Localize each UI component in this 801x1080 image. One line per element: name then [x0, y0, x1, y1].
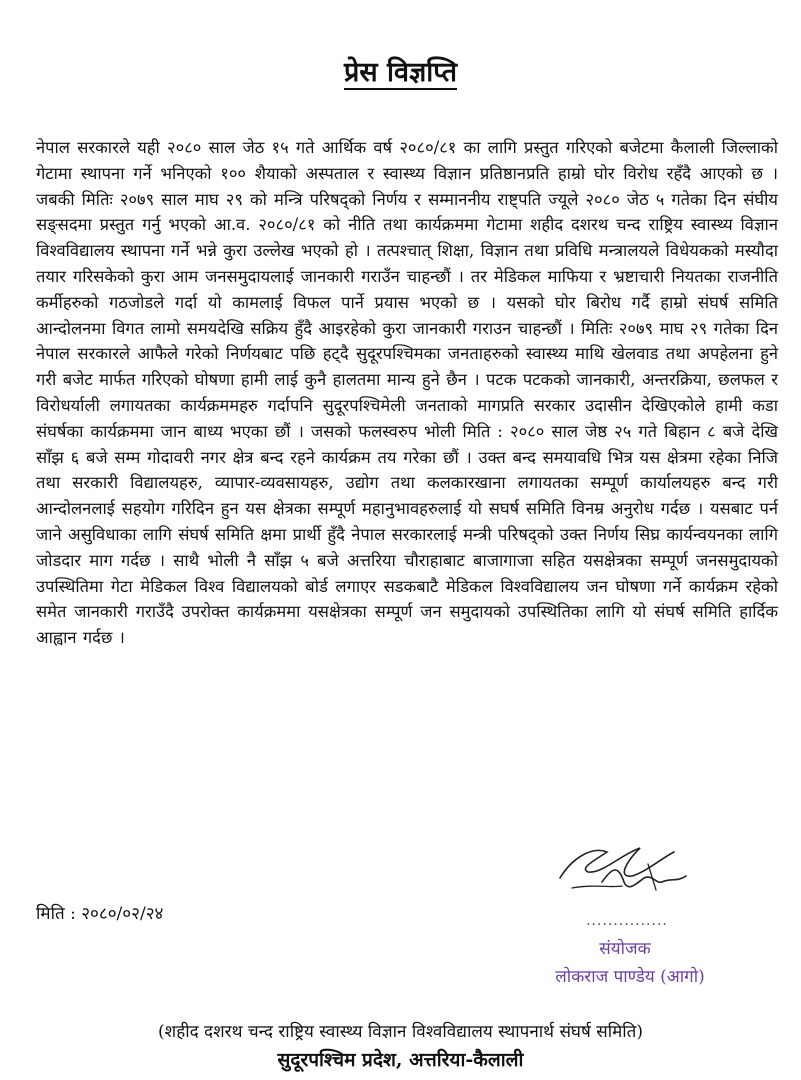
footer-location: सुदूरपश्चिम प्रदेश, अत्तरिया-कैलाली [277, 1049, 524, 1071]
signature-line: ............... [586, 913, 668, 929]
press-release-body [36, 135, 778, 651]
page-title [0, 52, 801, 89]
signer-name: लोकराज पाण्डेय (आगो) [555, 967, 705, 987]
body-paragraph: नेपाल सरकारले यही २०८० साल जेठ १५ गते आर्थिक वर्ष २०८०/८१ का लागि प्रस्तुत गरिएको बजेटमा कैलाली जिल्लाको गेटामा स्थापना गर्ने भनिएको १०० शैयाको अस्पताल र स्वास्थ्य विज्ञान प्रतिष्ठानप्रति हाम्रो घोर विरोध रहँदै आएको छ । जबकी मितिः २०७९ साल माघ २९ को मन्त्रि परिषद्को निर्णय र सम्माननीय राष्ट्पति ज्यूले २०८० जेठ ५ गतेका दिन संघीय सङ्सदमा प्रस्तुत गर्नु भएको आ.व. २०८०/८१ को नीति तथा कार्यक्रममा गेटामा शहीद दशरथ चन्द राष्ट्रिय स्वास्थ्य विज्ञान विश्वविद्यालय स्थापना गर्ने भन्ने कुरा उल्लेख भएको हो । तत्पश्चात् शिक्षा, विज्ञान तथा प्रविधि मन्त्रालयले विधेयकको मस्यौदा तयार गरिसकेको कुरा आम जनसमुदायलाई जानकारी गराउँन चाहन्छौं । तर मेडिकल माफिया र भ्रष्टाचारी नियतका राजनीति कर्मीहरुको गठजोडले गर्दा यो कामलाई विफल पार्ने प्रयास भएको छ । यसको घोर बिरोध गर्दै हाम्रो संघर्ष समिति आन्दोलनमा विगत लामो समयदेखि सक्रिय हुँदै आइरहेको कुरा जानकारी गराउन चाहन्छौं । मितिः २०७९ माघ २९ गतेका दिन नेपाल सरकारले आफैले गरेको निर्णयबाट पछि हट्दै सुदूरपश्चिमका जनताहरुको स्वास्थ्य माथि खेलवाड तथा अपहेलना हुने गरी बजेट मार्फत गरिएको घोषणा हामी लाई कुनै हालतमा मान्य हुने छैन । पटक पटकको जानकारी, अन्तरक्रिया, छलफल र विरोधर्याली लगायतका कार्यक्रममहरु गर्दापनि सुदूरपश्चिमेली जनताको मागप्रति सरकार उदासीन देखिएकोले हामी कडा संघर्षका कार्यक्रममा जान बाध्य भएका छौं । जसको फलस्वरुप भोली मिति : २०८० साल जेष्ठ २५ गते बिहान ८ बजे देखि साँझ ६ बजे सम्म गोदावरी नगर क्षेत्र बन्द रहने कार्यक्रम तय गरेका छौं । उक्त बन्द समयावधि भित्र यस क्षेत्रमा रहेका निजि तथा सरकारी विद्यालयहरु, व्यापार-व्यवसायहरु, उद्योग तथा कलकारखाना लगायतका सम्पूर्ण कार्यालयहरु बन्द गरी आन्दोलनलाई सहयोग गरिदिन हुन यस क्षेत्रका सम्पूर्ण महानुभावहरुलाई यो सघर्ष समिति विनम्र अनुरोध गर्दछ । यसबाट पर्न जाने असुविधाका लागि संघर्ष समिति क्षमा प्रार्थी हुँदै नेपाल सरकारलाई मन्त्री परिषद्को उक्त निर्णय सिघ्र कार्यन्वयनका लागि जोडदार माग गर्दछ । साथै भोली नै साँझ ५ बजे अत्तरिया चौराहाबाट बाजागाजा सहित यसक्षेत्रका सम्पूर्ण जनसमुदायको उपस्थितिमा गेटा मेडिकल विश्व विद्यालयको बोर्ड लगाएर सडकबाटै मेडिकल विश्वविद्यालय जन घोषणा गर्ने कार्यक्रम रहेको समेत जानकारी गराउँदै उपरोक्त कार्यक्रममा यसक्षेत्रका सम्पूर्ण जन समुदायको उपस्थितिका लागि यो संघर्ष समिति हार्दिक आह्वान गर्दछ । [36, 138, 778, 648]
title-text: प्रेस विज्ञप्ति [343, 57, 458, 88]
signer-role: संयोजक [599, 939, 651, 959]
signature-icon [552, 838, 702, 900]
footer-organization: (शहीद दशरथ चन्द राष्ट्रिय स्वास्थ्य विज्ञान विश्वविद्यालय स्थापनार्थ संघर्ष समिति) [158, 1022, 643, 1042]
release-date: मिति : २०८०/०२/२४ [36, 904, 164, 924]
